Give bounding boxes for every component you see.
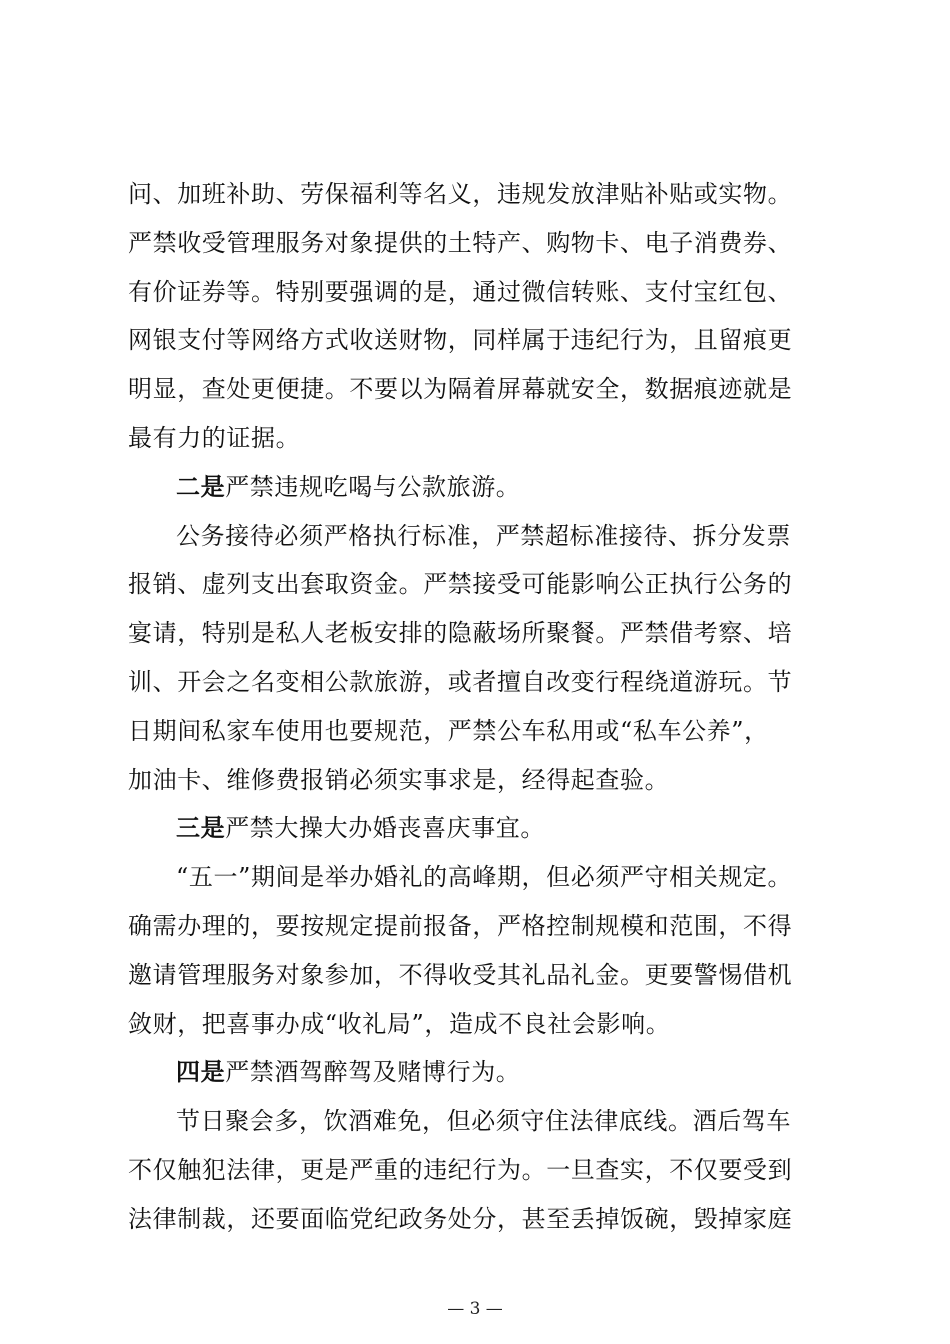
text-line: 报销、虚列支出套取资金。严禁接受可能影响公正执行公务的 [128, 570, 793, 599]
paragraph [128, 853, 834, 1048]
document-body [128, 170, 834, 1244]
text-line: 节日聚会多，饮酒难免，但必须守住法律底线。酒后驾车 [176, 1107, 791, 1136]
text-line: 敛财，把喜事办成“收礼局”，造成不良社会影响。 [128, 1009, 671, 1038]
text-line: 加油卡、维修费报销必须实事求是，经得起查验。 [128, 765, 670, 794]
section-heading [128, 804, 834, 853]
text-line: 法律制裁，还要面临党纪政务处分，甚至丢掉饭碗，毁掉家庭 [128, 1204, 793, 1233]
section-heading [128, 463, 834, 512]
text-line: 邀请管理服务对象参加，不得收受其礼品礼金。更要警惕借机 [128, 960, 793, 989]
text-line: 公务接待必须严格执行标准，严禁超标准接待、拆分发票 [176, 521, 791, 550]
text-line: 严禁收受管理服务对象提供的土特产、购物卡、电子消费券、 [128, 228, 793, 257]
paragraph [128, 512, 834, 805]
text-line: 宴请，特别是私人老板安排的隐蔽场所聚餐。严禁借考察、培 [128, 619, 793, 648]
heading-text: 严禁违规吃喝与公款旅游。 [225, 472, 521, 501]
heading-lead: 二是 [176, 471, 226, 501]
heading-text: 严禁酒驾醉驾及赌博行为。 [225, 1058, 521, 1087]
text-line: “五一”期间是举办婚礼的高峰期，但必须严守相关规定。 [176, 863, 793, 892]
heading-lead: 四是 [176, 1057, 226, 1087]
section-heading [128, 1048, 834, 1097]
text-line: 网银支付等网络方式收送财物，同样属于违纪行为，且留痕更 [128, 326, 793, 355]
heading-lead: 三是 [176, 813, 226, 843]
text-line: 训、开会之名变相公款旅游，或者擅自改变行程绕道游玩。节 [128, 667, 793, 696]
page-number: — 3 — [447, 1299, 503, 1319]
text-line: 最有力的证据。 [128, 423, 301, 452]
paragraph [128, 1097, 834, 1243]
text-line: 确需办理的，要按规定提前报备，严格控制规模和范围，不得 [128, 911, 793, 940]
text-line: 明显，查处更便捷。不要以为隔着屏幕就安全，数据痕迹就是 [128, 375, 793, 404]
text-line: 日期间私家车使用也要规范，严禁公车私用或“私车公养”， [128, 716, 769, 745]
text-line: 不仅触犯法律，更是严重的违纪行为。一旦查实，不仅要受到 [128, 1155, 793, 1184]
paragraph [128, 170, 834, 463]
heading-text: 严禁大操大办婚丧喜庆事宜。 [225, 814, 546, 843]
text-line: 有价证券等。特别要强调的是，通过微信转账、支付宝红包、 [128, 277, 793, 306]
text-line: 问、加班补助、劳保福利等名义，违规发放津贴补贴或实物。 [128, 180, 793, 208]
